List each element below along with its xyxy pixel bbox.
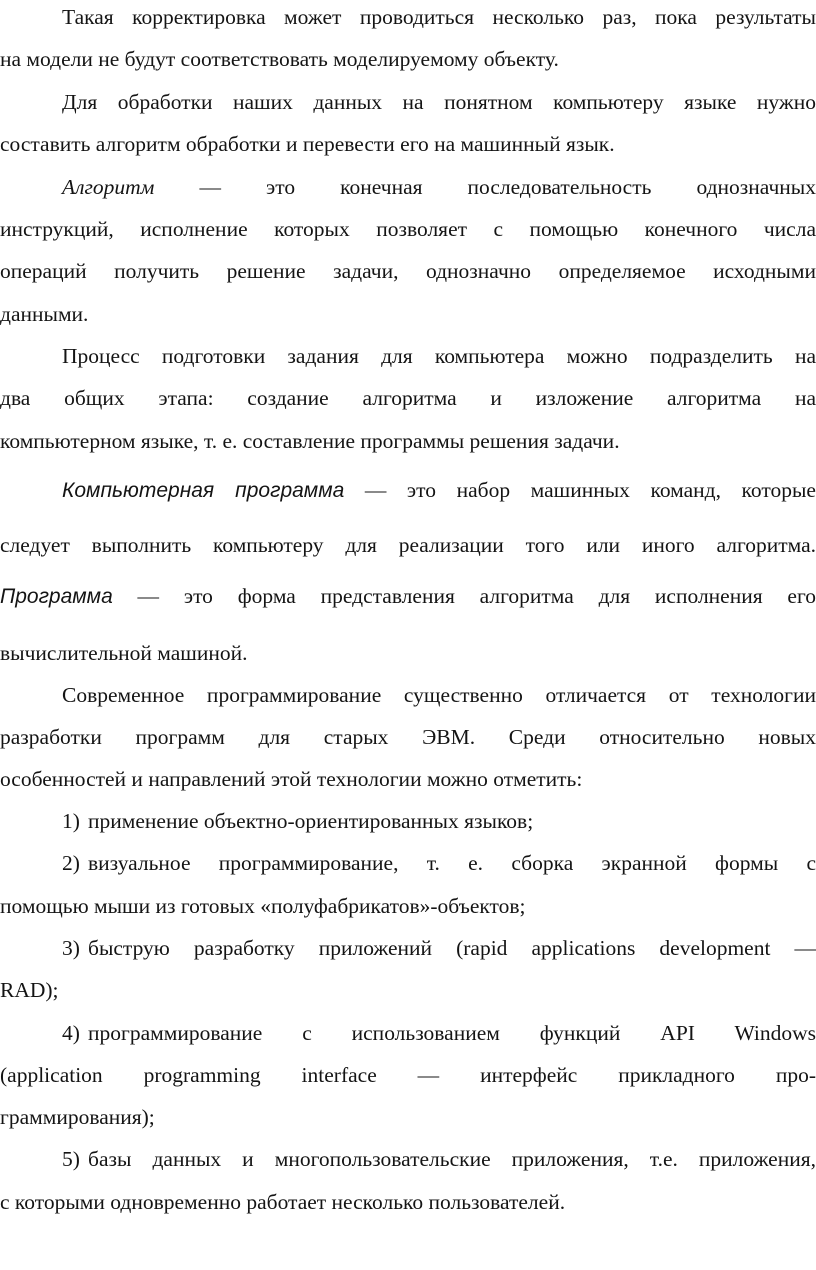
- paragraph-4-line-1: Процесс подготовки задания для компьютера можно подразделить на: [62, 344, 816, 368]
- paragraph-2-line-1: Для обработки наших данных на понятном компьютеру языке нужно: [62, 90, 816, 114]
- list-item-4-line-3: граммирования);: [0, 1105, 155, 1129]
- list-item-4-line-2: (application programming interface — интерфейс прикладного про-: [0, 1063, 816, 1087]
- paragraph-1-line-1: Такая корректировка может проводиться несколько раз, пока результаты: [62, 5, 816, 29]
- paragraph-6-line-2: вычислительной машиной.: [0, 641, 248, 665]
- term-computer-program: Компьютерная программа: [62, 479, 345, 502]
- paragraph-3-line-3: операций получить решение задачи, однозначно определяемое исходными: [0, 259, 816, 283]
- list-item-5-text: базы данных и многопользовательские приложения, т.е. приложения,: [88, 1147, 816, 1171]
- list-item-1-number: 1): [62, 809, 80, 833]
- paragraph-3-line-4: данными.: [0, 302, 89, 326]
- list-item-2-line-2: помощью мыши из готовых «полуфабрикатов»-объектов;: [0, 894, 526, 918]
- list-item-3-text: быструю разработку приложений (rapid applications development —: [88, 936, 816, 960]
- list-item-4-number: 4): [62, 1021, 80, 1045]
- list-item-3-number: 3): [62, 936, 80, 960]
- list-item-3-line-2: RAD);: [0, 978, 59, 1002]
- term-program: Программа: [0, 585, 113, 608]
- paragraph-6-line-1: [0, 583, 816, 610]
- paragraph-4-line-3: компьютерном языке, т. е. составление программы решения задачи.: [0, 429, 620, 453]
- list-item-1: [0, 808, 816, 834]
- paragraph-4-line-2: два общих этапа: создание алгоритма и изложение алгоритма на: [0, 386, 816, 410]
- list-item-3: [0, 935, 816, 961]
- list-item-2: [0, 850, 816, 876]
- paragraph-5-line-2: следует выполнить компьютеру для реализации того или иного алгоритма.: [0, 533, 816, 557]
- paragraph-7-line-2: разработки программ для старых ЭВМ. Среди относительно новых: [0, 725, 816, 749]
- list-item-4: [0, 1020, 816, 1046]
- paragraph-3-line-1-text: — это конечная последовательность однозначных: [154, 175, 816, 199]
- list-item-5: [0, 1146, 816, 1172]
- list-item-5-number: 5): [62, 1147, 80, 1171]
- paragraph-3-line-1: [0, 174, 816, 200]
- paragraph-1-line-2: на модели не будут соответствовать моделируемому объекту.: [0, 47, 559, 71]
- paragraph-2-line-2: составить алгоритм обработки и перевести его на машинный язык.: [0, 132, 615, 156]
- list-item-2-text: визуальное программирование, т. е. сборка экранной формы с: [88, 851, 816, 875]
- paragraph-5-line-1-text: — это набор машинных команд, которые: [344, 478, 816, 502]
- paragraph-6-line-1-text: — это форма представления алгоритма для исполнения его: [112, 584, 816, 608]
- paragraph-7-line-3: особенностей и направлений этой технологии можно отметить:: [0, 767, 583, 791]
- term-algorithm: Алгоритм: [62, 175, 155, 199]
- list-item-4-text: программирование с использованием функций API Windows: [88, 1021, 816, 1045]
- paragraph-5-line-1: [0, 477, 816, 504]
- list-item-5-line-2: с которыми одновременно работает несколько пользователей.: [0, 1190, 566, 1214]
- paragraph-7-line-1: Современное программирование существенно отличается от технологии: [62, 683, 816, 707]
- paragraph-3-line-2: инструкций, исполнение которых позволяет с помощью конечного числа: [0, 217, 816, 241]
- list-item-1-text: применение объектно-ориентированных языков;: [88, 809, 534, 833]
- list-item-2-number: 2): [62, 851, 80, 875]
